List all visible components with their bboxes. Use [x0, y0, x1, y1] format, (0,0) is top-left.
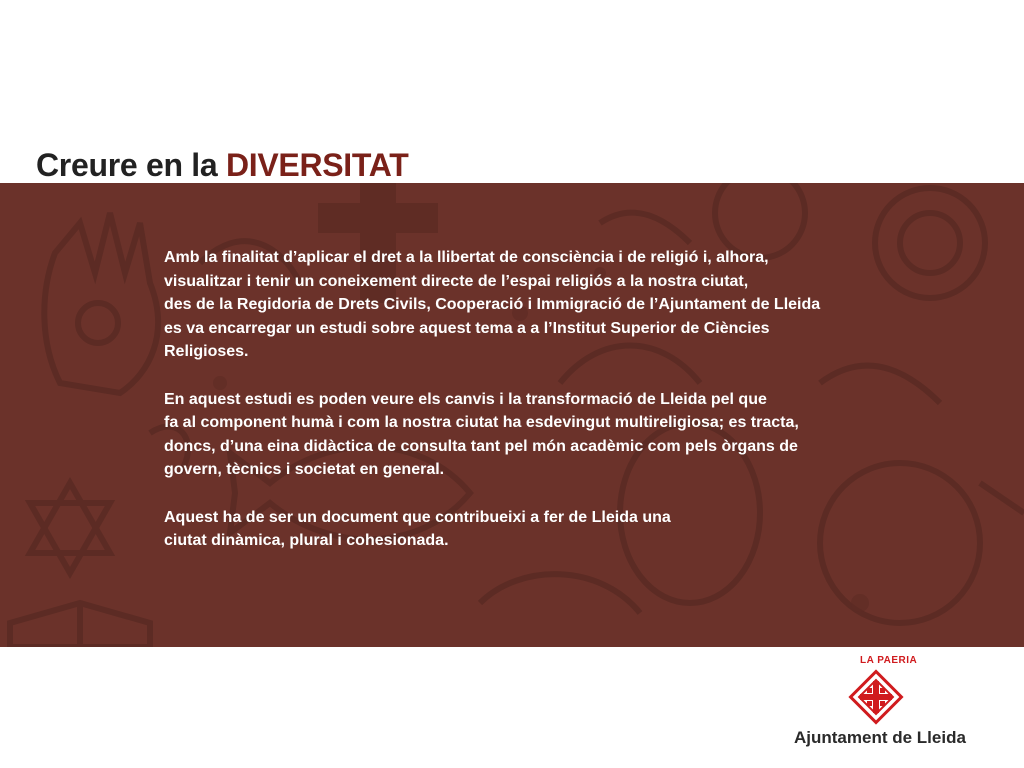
- paragraph-1: [164, 246, 994, 364]
- body-text: [164, 246, 994, 553]
- title-prefix: Creure en la: [36, 147, 226, 183]
- page-title: [36, 143, 408, 187]
- text-line: des de la Regidoria de Drets Civils, Cooperació i Immigració de l’Ajuntament de Lleida: [164, 296, 821, 313]
- text-line: Aquest ha de ser un document que contribueixi a fer de Lleida una: [164, 508, 671, 526]
- text-line: ciutat dinàmica, plural i cohesionada.: [164, 532, 449, 549]
- text-line: doncs, d’una eina didàctica de consulta tant pel món acadèmic com pels òrgans de: [164, 437, 798, 455]
- text-line: es va encarregar un estudi sobre aquest tema a a l’Institut Superior de Ciències: [164, 319, 770, 337]
- text-line: Amb la finalitat d’aplicar el dret a la llibertat de consciència i de religió i, alhora,: [164, 249, 769, 266]
- text-line: govern, tècnics i societat en general.: [164, 461, 445, 478]
- paragraph-3: [164, 506, 994, 553]
- content-band: [0, 183, 1024, 647]
- paeria-emblem-icon: [848, 669, 904, 725]
- city-council-logo: [790, 650, 990, 760]
- paragraph-2: [164, 388, 994, 482]
- text-line: Religioses.: [164, 343, 249, 360]
- title-highlight: DIVERSITAT: [225, 147, 409, 183]
- organization-name: Ajuntament de Lleida: [794, 728, 966, 747]
- text-line: fa al component humà i com la nostra ciutat ha esdevingut multireligiosa; es tracta,: [164, 414, 799, 431]
- logo-label: LA PAERIA: [860, 655, 918, 666]
- text-line: visualitzar i tenir un coneixement directe de l’espai religiós a la nostra ciutat,: [164, 272, 749, 290]
- text-line: En aquest estudi es poden veure els canvis i la transformació de Lleida pel que: [164, 390, 767, 408]
